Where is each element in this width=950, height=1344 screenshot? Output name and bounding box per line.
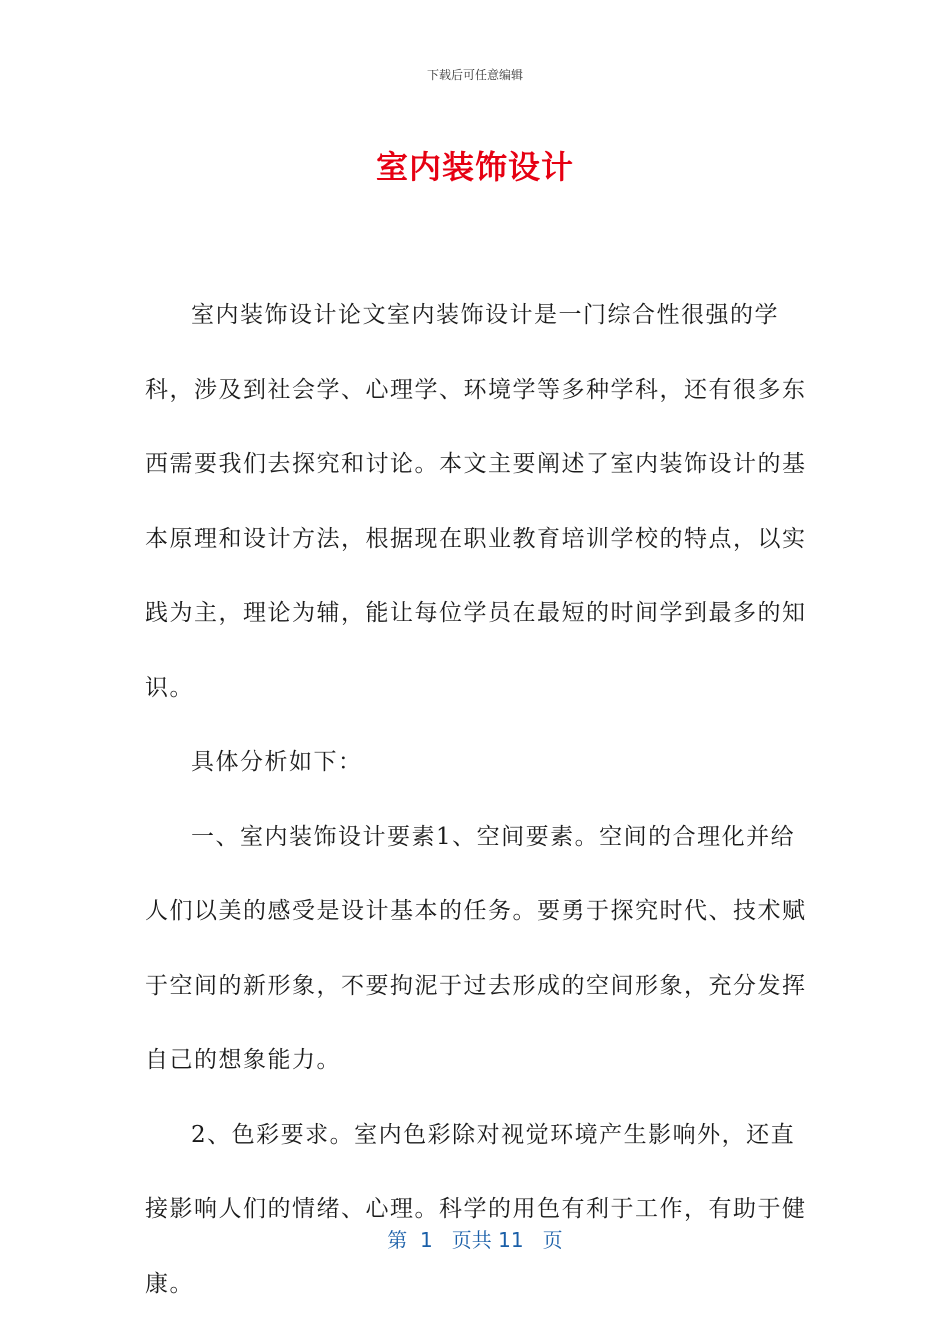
paragraph-color-requirement: 2、色彩要求。室内色彩除对视觉环境产生影响外，还直接影响人们的情绪、心理。科学的用色有利于工作，有助于健康。 [145,1121,807,1297]
document-title: 室内装饰设计 [375,148,574,186]
paragraph-intro: 室内装饰设计论文室内装饰设计是一门综合性很强的学科，涉及到社会学、心理学、环境学等多种学科，还有很多东西需要我们去探究和讨论。本文主要阐述了室内装饰设计的基本原理和设计方法，根据现在职业教育培训学校的特点，以实践为主，理论为辅，能让每位学员在最短的时间学到最多的知识。 [145,302,807,701]
document-body [145,278,810,1321]
paragraph-space-element: 一、室内装饰设计要素1、空间要素。空间的合理化并给人们以美的感受是设计基本的任务。要勇于探究时代、技术赋于空间的新形象，不要拘泥于过去形成的空间形象，充分发挥自己的想象能力。 [145,823,807,1073]
page-number-footer: 第 1 页共 11 页 [387,1228,563,1252]
paragraph-analysis-lead: 具体分析如下： [191,749,363,775]
header-note: 下载后可任意编辑 [426,68,523,82]
